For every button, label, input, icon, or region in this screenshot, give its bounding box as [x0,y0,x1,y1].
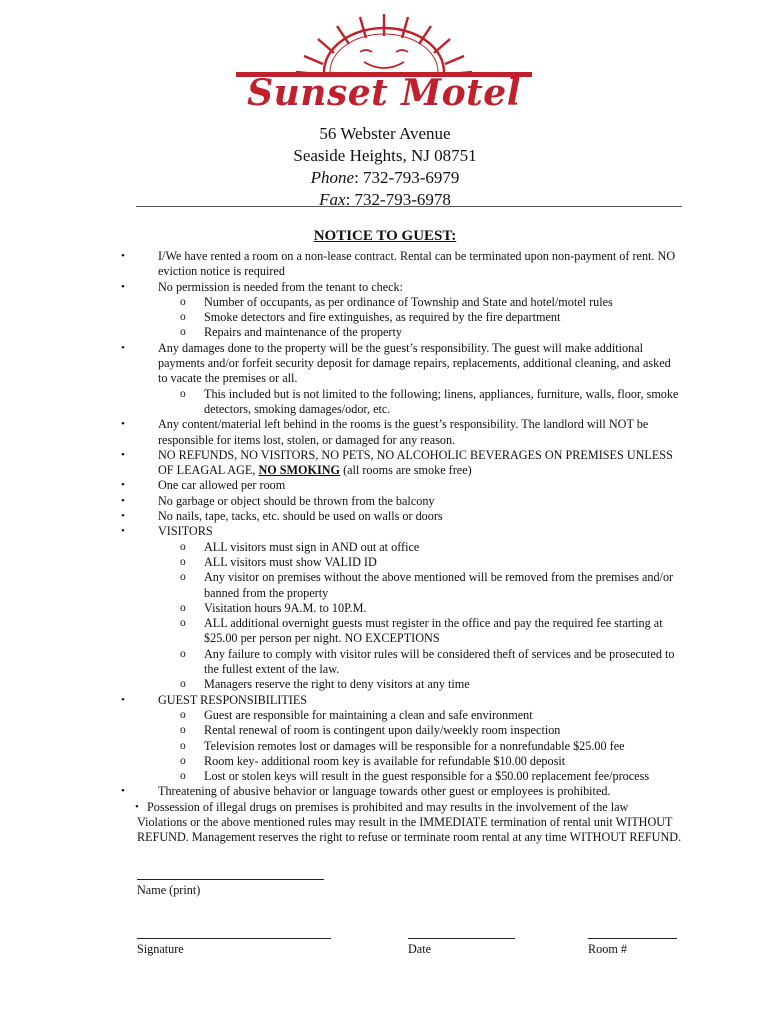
no-smoking-text: NO SMOKING [258,463,341,478]
visitors-item: o ALL additional overnight guests must register in the office and pay the required fee starting at $25.00 per person per night. NO EXCEPTIONS [137,616,682,647]
rule-content: • Any content/material left behind in the rooms is the guest’s responsibility. The landlord will NOT be responsible for items lost, stolen, or damaged for any reason. [137,417,682,448]
visitors-item: o ALL visitors must show VALID ID [137,555,682,570]
permission-item: o Smoke detectors and fire extinguishes, as required by the fire department [137,310,682,325]
phone-label: Phone [310,168,355,187]
rule-rent: • I/We have rented a room on a non-lease contract. Rental can be terminated upon non-payment of rent. NO eviction notice is required [137,249,682,280]
rule-refunds [137,448,682,479]
permission-item: o Repairs and maintenance of the property [137,325,682,340]
notice-body [137,249,682,846]
guest-resp-item: o Television remotes lost or damages will be responsible for a nonrefundable $25.00 fee [137,739,682,754]
name-label: Name (print) [137,883,201,897]
permission-item: o Number of occupants, as per ordinance of Township and State and hotel/motel rules [137,295,682,310]
visitors-item: o Any visitor on premises without the above mentioned will be removed from the premises and/or banned from the property [137,570,682,601]
visitors-item: o Any failure to comply with visitor rules will be considered theft of services and be prosecuted to the fullest extent of the law. [137,647,682,678]
rule-drugs: • Possession of illegal drugs on premises is prohibited and may results in the involvement of the law [137,800,682,815]
guest-resp-item: o Rental renewal of room is contingent upon daily/weekly room inspection [137,723,682,738]
smoke-free-text: (all rooms are smoke free) [343,463,472,478]
rule-permission: • No permission is needed from the tenant to check: [137,280,682,295]
guest-resp-item: o Guest are responsible for maintaining a clean and safe environment [137,708,682,723]
rule-car: • One car allowed per room [137,478,682,493]
notice-title: NOTICE TO GUEST: [313,228,457,244]
refunds-text: NO REFUNDS, NO VISITORS, NO PETS, NO ALCOHOLIC BEVERAGES ON PREMISES UNLESS OF LEAGAL AGE, [158,447,673,478]
violations-text: Violations or the above mentioned rules may result in the IMMEDIATE termination of rental unit WITHOUT REFUND. Management reserves the right to refuse or terminate room rental at any time WITHOUT REFUND. [137,814,682,845]
visitors-item: o ALL visitors must sign in AND out at office [137,540,682,555]
rule-garbage: • No garbage or object should be thrown from the balcony [137,494,682,509]
rule-threatening: • Threatening of abusive behavior or language towards other guest or employees is prohibited. [137,784,682,799]
header-divider [136,206,682,207]
fax-number: : 732-793-6978 [345,190,451,209]
guest-resp-item: o Lost or stolen keys will result in the guest responsible for a $50.00 replacement fee/process [137,769,682,784]
phone-number: : 732-793-6979 [354,168,460,187]
date-line[interactable] [408,938,515,939]
room-line[interactable] [588,938,677,939]
city-state-zip: Seaside Heights, NJ 08751 [293,146,477,165]
name-line[interactable] [137,879,324,880]
guest-resp-item: o Room key- additional room key is available for refundable $10.00 deposit [137,754,682,769]
signature-label: Signature [137,942,184,956]
room-label: Room # [588,942,627,956]
rule-guest-responsibilities: • GUEST RESPONSIBILITIES [137,693,682,708]
fax-label: Fax [319,190,346,209]
brand-name: Sunset Motel [247,72,521,114]
visitors-item: o Visitation hours 9A.M. to 10P.M. [137,601,682,616]
rule-nails: • No nails, tape, tacks, etc. should be used on walls or doors [137,509,682,524]
fax-line [0,189,770,211]
phone-line [0,167,770,189]
damages-item: o This included but is not limited to the following; linens, appliances, furniture, walls, floor, smoke detectors, smoking damages/odor, etc. [137,387,682,418]
date-label: Date [408,942,432,956]
signature-line[interactable] [137,938,331,939]
street-address: 56 Webster Avenue [319,124,451,143]
rule-damages: • Any damages done to the property will be the guest’s responsibility. The guest will make additional payments and/or forfeit security deposit for damage repairs, replacements, additional cleaning, and asked to vacate the premises or all. [137,341,682,387]
rule-visitors: • VISITORS [137,524,682,539]
visitors-item: o Managers reserve the right to deny visitors at any time [137,677,682,692]
